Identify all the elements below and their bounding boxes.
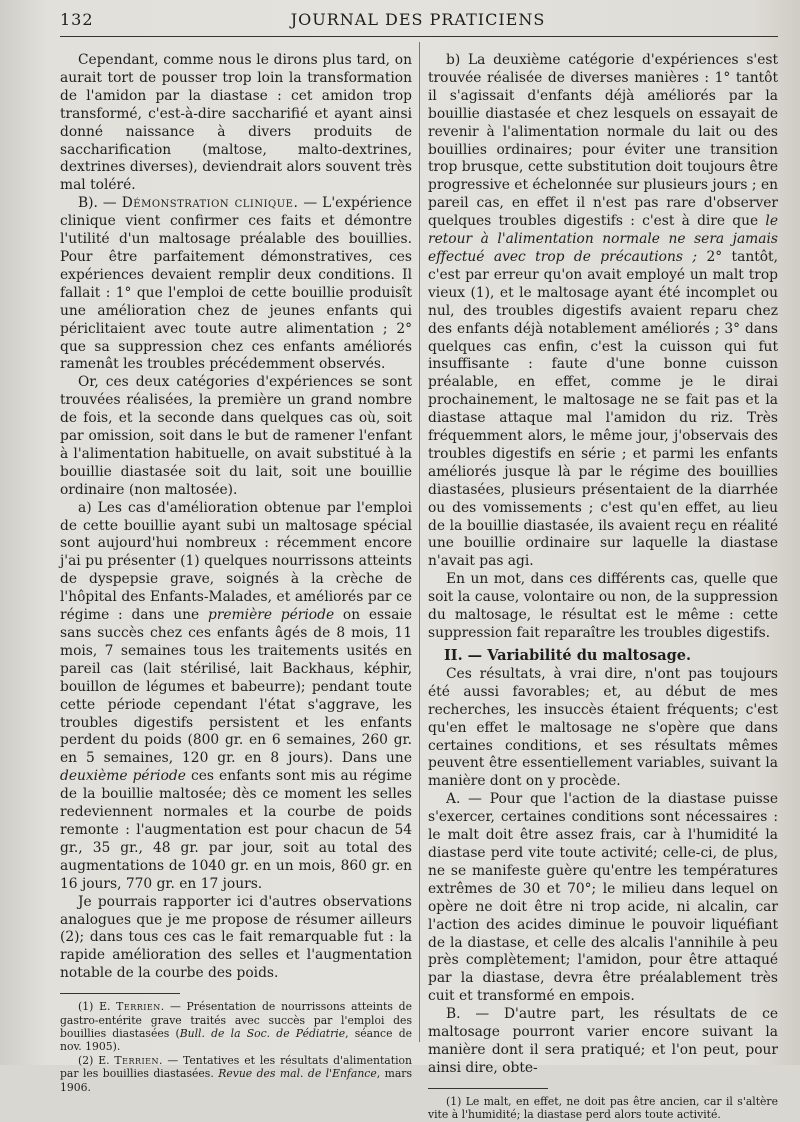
author-name: Terrien bbox=[116, 1000, 161, 1014]
footnote-text: (1) E. bbox=[78, 1000, 117, 1014]
paragraph-text: a) Les cas d'amélioration obtenue par l'emploi de cette bouillie ayant subi un maltosage spécial sont aujourd'hui nombreux : récemment encore j'ai pu présenter (1) quelques nourrissons atteints de dyspepsie grave, soignés à la crèche de l'hôpital des Enfants-Malades, et améliorés par ce régime : dans une bbox=[60, 499, 412, 624]
paragraph-text: 2° tantôt, c'est par erreur qu'on avait employé un malt trop vieux (1), et le maltosage ayant été incomplet ou nul, des troubles digestifs avaient reparu chez des enfants déjà notablement améliorés ; 3° dans quelques cas enfin, c'est la cuisson qui fut insuffisante : faute d'une bonne cuisson préalable, en effet, comme je le dirai prochainement, le maltosage ne se fait pas et la diastase attaque mal l'amidon du riz. Très fréquemment alors, le même jour, j'observais des troubles digestifs en série ; et parmi les enfants améliorés jusque là par le régime des bouillies diastasées, plusieurs présentaient de la diarrhée ou des vomissements ; c'est qu'en effet, au lieu de la bouillie diastasée, ils avaient reçu en réalité une bouillie ordinaire sur laquelle la diastase n'avait pas agi. bbox=[428, 248, 778, 570]
paragraph-text: b) La deuxième catégorie d'expériences s'est trouvée réalisée de diverses manières : 1° tantôt il s'agissait d'enfants déjà améliorés par la bouillie diastasée et chez lesquels on essayait de revenir à l'alimentation normale du lait ou des bouillies ordinaires; pour éviter une transition trop brusque, cette substitution doit toujours être progressive et échelonnée sur plusieurs jours ; en pareil cas, en effet il n'est pas rare d'observer quelques troubles digestifs : c'est à dire que bbox=[428, 52, 778, 230]
journal-reference: Bull. de la Soc. de Pédiatrie bbox=[179, 1026, 346, 1040]
paragraph-conditions-diastase: A. — Pour que l'action de la diastase puisse s'exercer, certaines conditions sont nécessaires : le malt doit être assez frais, car à l'humidité la diastase perd vite toute activité; celle-ci, de plus, ne se manifeste guère qu'entre les températures extrêmes de 30 et 70°; le milieu dans lequel on opère ne doit être ni trop acide, ni alcalin, car l'action des acides diminue le pouvoir liquéfiant de la diastase, et celle des alcalis l'annihile à peu près complètement; l'amidon, pour être attaqué par la diastase, devra être préalablement très cuit et transformé en empois. bbox=[428, 791, 778, 1005]
footnote-text: . — Présentation de nourrissons atteints de gastro-entérite grave traités avec succès par l'emploi des bouillies diastasées ( bbox=[60, 1000, 412, 1040]
paragraph-variation-maltosage: B. — D'autre part, les résultats de ce maltosage pourront varier encore suivant la manière dont il sera pratiqué; et l'on peut, pour ainsi dire, obte- bbox=[428, 1006, 778, 1076]
journal-reference: Revue des mal. de l'Enfance bbox=[218, 1067, 377, 1081]
journal-title: JOURNAL DES PRATICIENS bbox=[290, 10, 546, 29]
paragraph-categories: Or, ces deux catégories d'expériences se sont trouvées réalisées, la première un grand nombre de fois, et la seconde dans quelques cas où, soit par omission, soit dans le but de ramener l'enfant à l'alimentation habituelle, on avait substitué à la bouillie diastasée soit du lait, soit une bouillie ordinaire (non maltosée). bbox=[60, 374, 412, 498]
footnote-rule bbox=[428, 1088, 548, 1089]
paragraph-lead: B). — bbox=[78, 195, 122, 212]
paragraph-deuxieme-categorie bbox=[428, 52, 778, 571]
page-number: 132 bbox=[60, 10, 94, 29]
left-column bbox=[60, 52, 413, 1094]
paragraph-resultats: Ces résultats, à vrai dire, n'ont pas toujours été aussi favorables; et, au début de mes recherches, les insuccès étaient fréquents; c'est qu'en effet le maltosage ne s'opère que dans certaines conditions, et ses résultats mêmes peuvent être essentiellement variables, suivant la manière dont on y procède. bbox=[428, 665, 778, 790]
section-heading: II. — Variabilité du maltosage. bbox=[444, 646, 692, 664]
emphasis-text: deuxième période bbox=[60, 768, 186, 785]
emphasis-text: première période bbox=[208, 607, 335, 624]
column-divider bbox=[419, 42, 420, 1042]
subsection-heading: Démonstration clinique. bbox=[121, 195, 299, 212]
paragraph-text: — L'expérience clinique vient confirmer ces faits et démontre l'utilité d'un maltosage préalable des bouillies. Pour être parfaitement démonstratives, ces expériences devaient remplir deux conditions. Il fallait : 1° que l'emploi de cette bouillie produisît une amélioration chez de jeunes enfants qui périclitaient avec toute autre alimentation ; 2° que sa suppression chez ces enfants améliorés ramenât les troubles précédemment observés. bbox=[60, 195, 413, 373]
paragraph-text: ces enfants sont mis au régime de la bouillie maltosée; dès ce moment les selles redeviennent normales et la courbe de poids remonte : l'augmentation est pour chacun de 54 gr., 35 gr., 48 gr. par jour, soit au total des augmentations de 1040 gr. en un mois, 860 gr. en 16 jours, 770 gr. en 17 jours. bbox=[60, 768, 413, 892]
paragraph-cas-amelioration bbox=[60, 500, 412, 894]
running-head bbox=[60, 10, 776, 34]
footnote-2 bbox=[60, 1054, 412, 1094]
footnote-text: (2) E. bbox=[78, 1053, 115, 1067]
paragraph-demonstration-clinique bbox=[60, 195, 412, 374]
right-column bbox=[428, 52, 778, 1122]
footnote-malt: (1) Le malt, en effet, ne doit pas être ancien, car il s'altère vite à l'humidité; la diastase perd alors toute activité. bbox=[428, 1094, 778, 1122]
footnote-1 bbox=[60, 1000, 412, 1054]
header-rule bbox=[60, 36, 778, 37]
paragraph-observations: Je pourrais rapporter ici d'autres observations analogues que je me propose de résumer ailleurs (2); dans tous ces cas le fait remarquable fut : la rapide amélioration des selles et l'augmentation notable de la courbe des poids. bbox=[60, 893, 412, 982]
paragraph-text: on essaie sans succès chez ces enfants âgés de 8 mois, 11 mois, 7 semaines tous les traitements usités en pareil cas (lait stérilisé, lait Backhaus, képhir, bouillon de légumes et babeurre); pendant toute cette période cependant l'état s'aggrave, les troubles digestifs persistent et les enfants perdent du poids (800 gr. en 6 semaines, 260 gr. en 5 semaines, 120 gr. en 8 jours). Dans une bbox=[60, 607, 412, 767]
paragraph-amidon: Cependant, comme nous le dirons plus tard, on aurait tort de pousser trop loin la transformation de l'amidon par la diastase : cet amidon trop transformé, c'est-à-dire saccharifié et ayant ainsi donné naissance à divers produits de saccharification (maltose, malto-dextrines, dextrines diverses), deviendrait alors souvent très mal toléré. bbox=[60, 52, 412, 194]
footnote-text: . — Tentatives et les résultats d'alimentation par les bouillies diastasées. bbox=[60, 1053, 412, 1081]
author-name: Terrien bbox=[114, 1053, 159, 1067]
paragraph-en-un-mot: En un mot, dans ces différents cas, quelle que soit la cause, volontaire ou non, de la suppression du maltosage, le résultat est le même : cette suppression fait reparaître les troubles digestifs. bbox=[428, 571, 778, 641]
footnote-text: , séance de nov. 1905). bbox=[60, 1026, 412, 1054]
footnote-rule bbox=[60, 993, 180, 994]
emphasis-text: le retour à l'alimentation normale ne sera jamais effectué avec trop de précautions ; bbox=[428, 213, 778, 265]
footnote-text: , mars 1906. bbox=[60, 1067, 412, 1094]
